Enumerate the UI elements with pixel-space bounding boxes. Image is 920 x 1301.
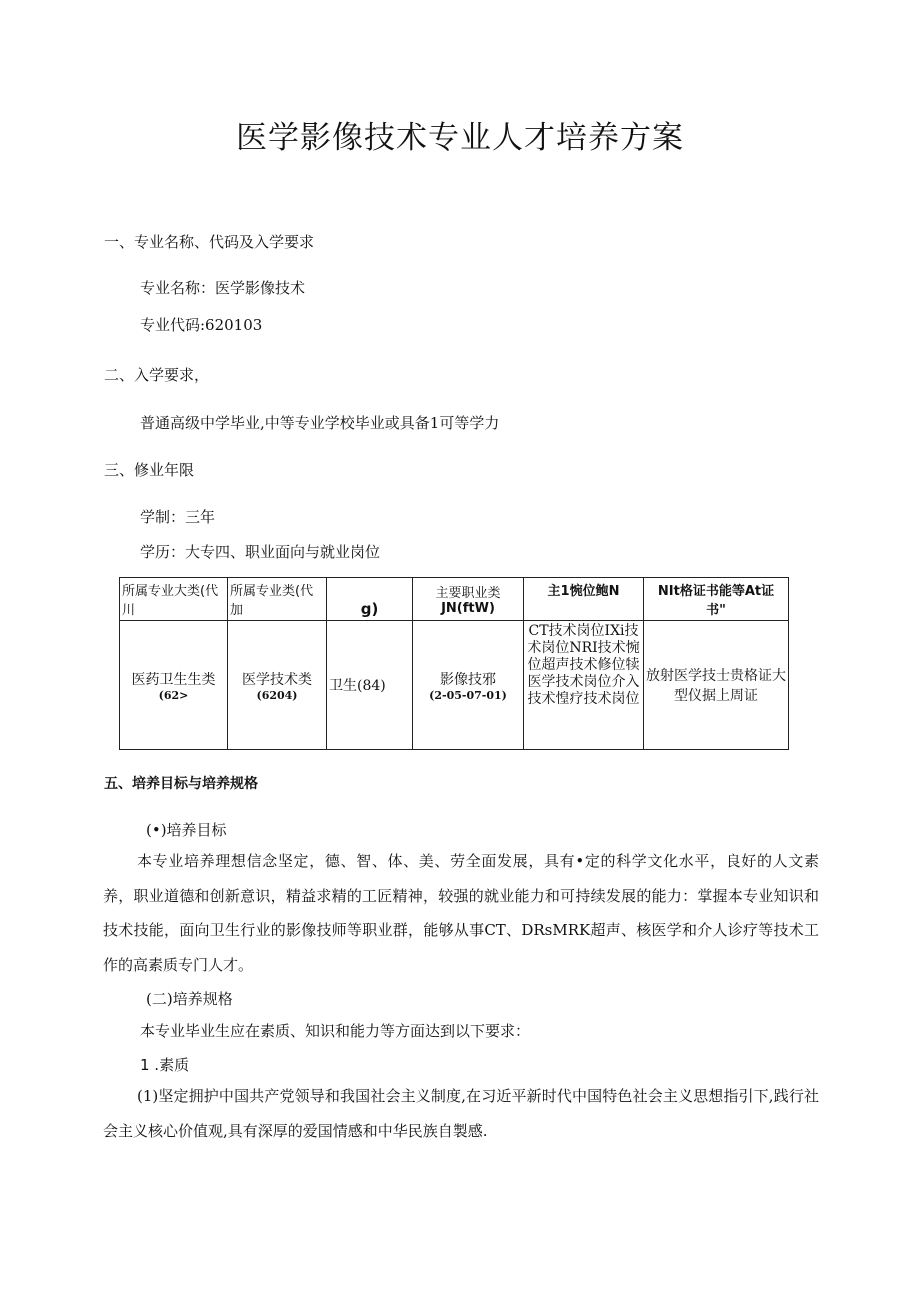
header-line-1: 主1惋位鲍N bbox=[547, 584, 620, 599]
header-line-2: 书" bbox=[706, 603, 726, 618]
table-cell bbox=[327, 621, 413, 750]
table-cell bbox=[524, 621, 644, 750]
cell-main-text: 放射医学技士贵格证大型仪据上周证 bbox=[646, 668, 786, 704]
table-header-cell bbox=[524, 578, 644, 621]
table-cell bbox=[644, 621, 789, 750]
header-line-2: 加 bbox=[230, 603, 244, 618]
table-header-cell bbox=[120, 578, 228, 621]
header-line-1: 所属专业类(代 bbox=[230, 584, 314, 599]
admission-requirement-text: 普通高级中学毕业,中等专业学校毕业或具备1可等学力 bbox=[140, 414, 500, 432]
header-line-1: 主要职业类 bbox=[435, 586, 501, 601]
header-line-1: 所属专业大类(代 bbox=[122, 584, 219, 599]
table-header-cell bbox=[228, 578, 327, 621]
header-line-2: g) bbox=[360, 600, 379, 618]
table-row bbox=[120, 621, 789, 750]
table-header-cell bbox=[327, 578, 413, 621]
table-cell bbox=[413, 621, 524, 750]
cell-main-text: 卫生(84) bbox=[329, 678, 386, 694]
table-header-cell bbox=[644, 578, 789, 621]
section-5-heading: 五、培养目标与培养规格 bbox=[104, 776, 258, 792]
section-1-heading: 一、专业名称、代码及入学要求 bbox=[104, 233, 315, 251]
cell-main-text: 医学技术类 bbox=[242, 671, 312, 688]
table-cell bbox=[228, 621, 327, 750]
training-goal-text: 本专业培养理想信念坚定，德、智、体、美、劳全面发展，具有•定的科学文化水平，良好的人文素养，职业道德和创新意识，精益求精的工匠精神，较强的就业能力和可持续发展的能力：掌握本专业知识和技术技能，面向卫生行业的影像技师等职业群，能够从事CT、DRsMRK超声、核医学和介人诊疗等技术工作的高素质专门人才。 bbox=[103, 852, 819, 974]
cell-code-text: (62> bbox=[158, 688, 189, 702]
section-3-heading: 三、修业年限 bbox=[104, 461, 195, 479]
header-line-2: JN(ftW) bbox=[441, 601, 495, 616]
training-goal-heading: (•)培养目标 bbox=[146, 821, 227, 839]
training-spec-heading: (二)培养规格 bbox=[146, 990, 233, 1008]
table-cell bbox=[120, 621, 228, 750]
quality-heading: 1 .素质 bbox=[140, 1056, 190, 1074]
cell-code-text: (2-05-07-01) bbox=[429, 688, 507, 702]
degree-line: 学历：大专四、职业面向与就业岗位 bbox=[140, 543, 381, 561]
cell-main-text: 影像技邪 bbox=[440, 671, 496, 688]
career-orientation-table bbox=[119, 577, 789, 750]
training-spec-intro: 本专业毕业生应在素质、知识和能力等方面达到以下要求： bbox=[140, 1022, 531, 1040]
study-duration-line: 学制：三年 bbox=[140, 508, 216, 526]
major-code-line: 专业代码:620103 bbox=[140, 316, 263, 334]
cell-main-text: CT技术岗位IXi技术岗位NRI技术惋位超声技术修位犊医学技术岗位介入技术惶疗技术岗位 bbox=[527, 623, 640, 707]
header-line-2: 川 bbox=[122, 603, 136, 618]
table-header-cell bbox=[413, 578, 524, 621]
table-header-row bbox=[120, 578, 789, 621]
document-title: 医学影像技术专业人才培养方案 bbox=[236, 120, 684, 156]
cell-main-text: 医药卫生生类 bbox=[131, 671, 216, 688]
header-line-1: NIt格证书能等At证 bbox=[657, 584, 775, 599]
cell-code-text: (6204) bbox=[256, 688, 298, 702]
section-2-heading: 二、入学要求， bbox=[104, 366, 210, 384]
major-name-line: 专业名称：医学影像技术 bbox=[140, 279, 306, 297]
quality-item-1: (1)坚定拥护中国共产党领导和我国社会主义制度,在习近平新时代中国特色社会主义思想指引下,践行社会主义核心价值观,具有深厚的爱国情感和中华民族自製感. bbox=[103, 1087, 819, 1140]
